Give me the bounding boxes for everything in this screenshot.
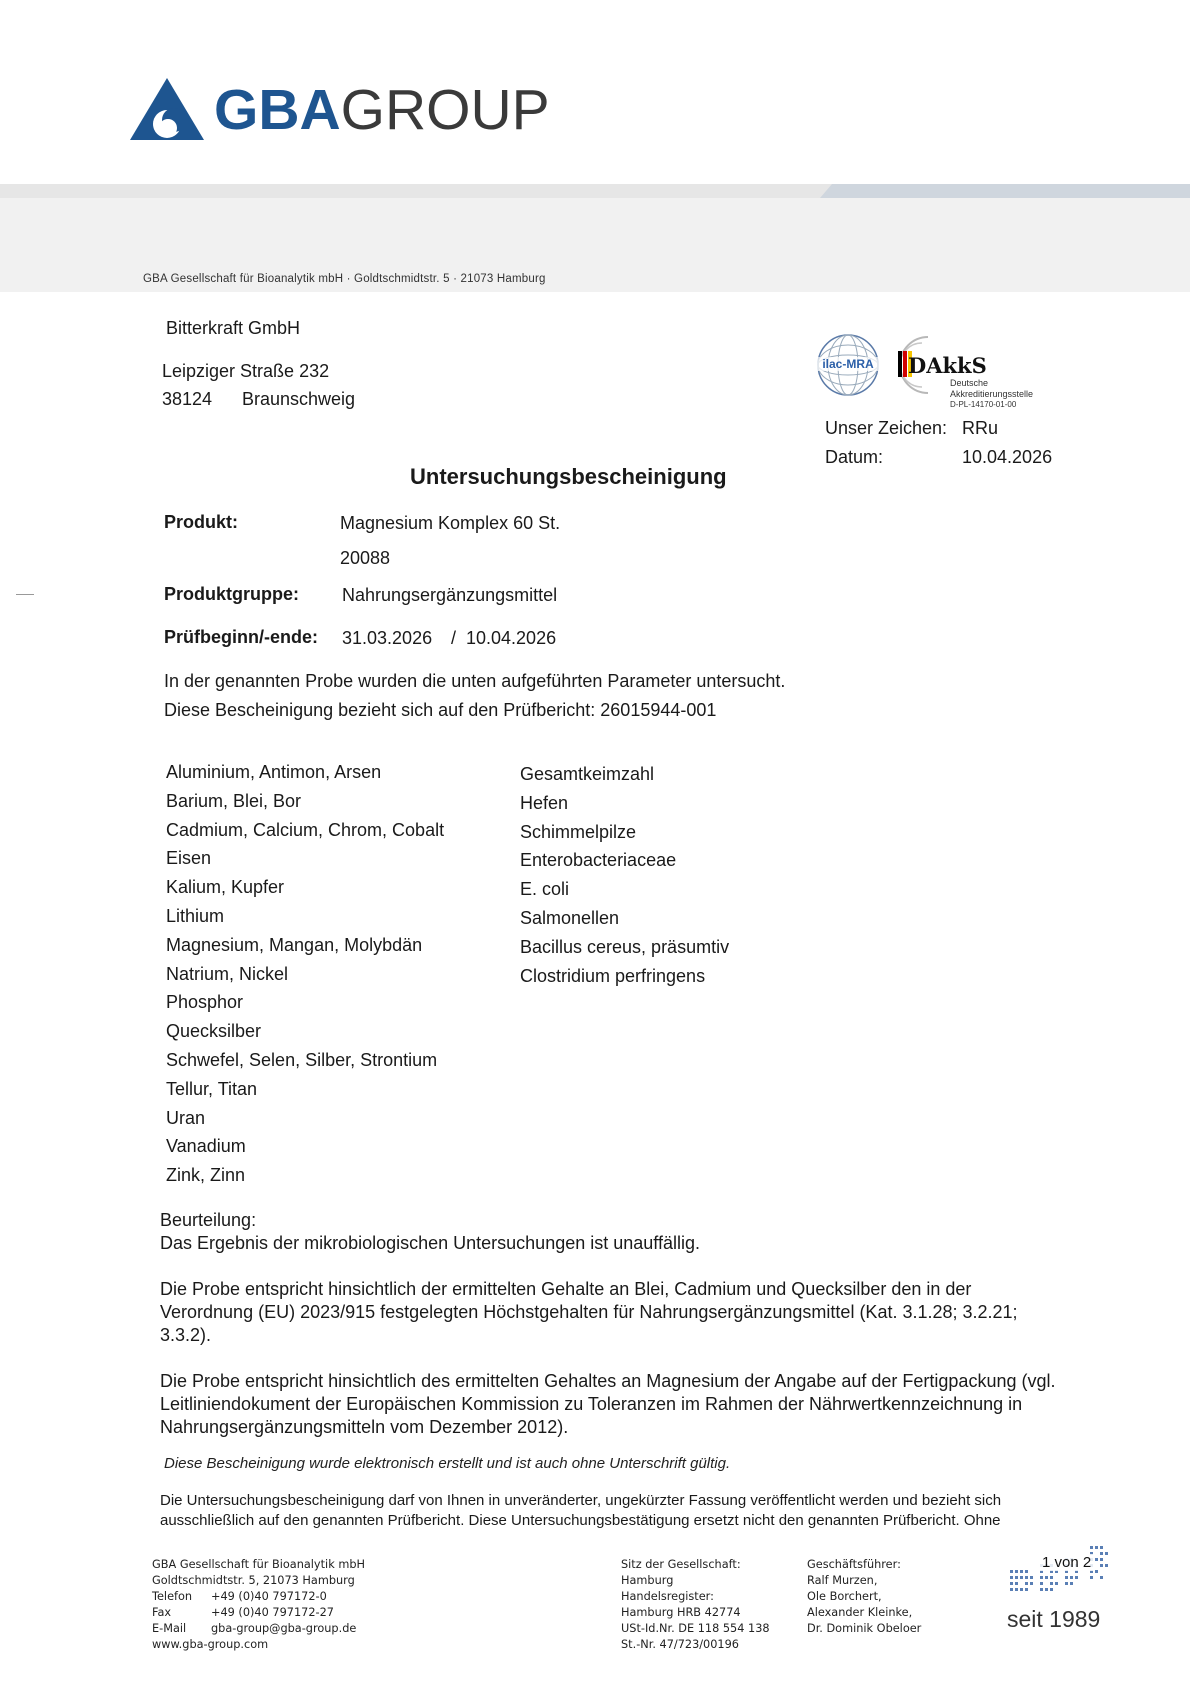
product-name: Magnesium Komplex 60 St.: [340, 513, 561, 533]
fold-mark: [16, 594, 34, 595]
disclaimer-line: Die Untersuchungsbescheinigung darf von Ihnen in unveränderter, ungekürzter Fassung veröffentlicht werden und bezieht sich: [160, 1492, 1002, 1509]
test-period-end: 10.04.2026: [466, 628, 557, 648]
assessment-label: Beurteilung:: [160, 1210, 257, 1230]
intro-line-2-prefix: Diese Bescheinigung bezieht sich auf den Prüfbericht:: [164, 700, 596, 720]
list-item: Uran: [166, 1108, 206, 1128]
dakks-line2: Akkreditierungsstelle: [950, 389, 1034, 399]
list-item: Clostridium perfringens: [520, 966, 706, 986]
list-item: Barium, Blei, Bor: [166, 791, 302, 811]
test-period-label: Prüfbeginn/-ende:: [164, 627, 318, 647]
footer-company: [152, 1557, 452, 1653]
footer-company-name: GBA Gesellschaft für Bioanalytik mbH: [152, 1558, 365, 1571]
list-item: Eisen: [166, 848, 212, 868]
ilac-mra-logo: [816, 333, 880, 397]
paragraph-line: Verordnung (EU) 2023/915 festgelegten Höchstgehalten für Nahrungsergänzungsmittel (Kat. 3.1.28; 3.2.21;: [160, 1302, 1018, 1322]
paragraph-line: Die Probe entspricht hinsichtlich der ermittelten Gehalte an Blei, Cadmium und Quecksilber den in der: [160, 1279, 972, 1299]
assessment-magnesium: [160, 1370, 1110, 1439]
ilac-label: ilac-MRA: [816, 357, 880, 371]
list-item: Aluminium, Antimon, Arsen: [166, 762, 382, 782]
list-item: Lithium: [166, 906, 225, 926]
reference-value-zeichen: RRu: [962, 418, 999, 438]
disclaimer-line: ausschließlich auf den genannten Prüfbericht. Diese Untersuchungsbestätigung ersetzt nicht den genannten Prüfbericht. Ohne: [160, 1512, 1001, 1529]
list-item: Hefen: [520, 793, 569, 813]
page-number: 1 von 2: [1042, 1554, 1092, 1571]
logo-brand-bold: GBA: [214, 78, 341, 142]
intro-line-1: In der genannten Probe wurden die unten aufgeführten Parameter untersucht.: [164, 671, 786, 691]
intro-line-2: [164, 700, 716, 721]
footer-contact-label: Telefon: [152, 1590, 193, 1603]
company-logo: [130, 74, 590, 146]
list-item: Schwefel, Selen, Silber, Strontium: [166, 1050, 438, 1070]
sender-line: GBA Gesellschaft für Bioanalytik mbH · Goldtschmidtstr. 5 · 21073 Hamburg: [143, 273, 546, 285]
list-item: Phosphor: [166, 992, 244, 1012]
anniversary-logo: [1004, 1542, 1114, 1634]
list-item: Quecksilber: [166, 1021, 262, 1041]
list-item: Natrium, Nickel: [166, 964, 289, 984]
footer-contact-label: E-Mail: [152, 1622, 187, 1635]
list-item: Tellur, Titan: [166, 1079, 258, 1099]
footer-line: Dr. Dominik Obeloer: [807, 1622, 922, 1635]
footer-company-address: Goldtschmidtstr. 5, 21073 Hamburg: [152, 1574, 355, 1587]
product-number: 20088: [340, 548, 391, 568]
list-item: Enterobacteriaceae: [520, 850, 677, 870]
paragraph-line: Die Probe entspricht hinsichtlich des ermittelten Gehaltes an Magnesium der Angabe auf der Fertigpackung (vgl.: [160, 1371, 1056, 1391]
list-item: Salmonellen: [520, 908, 620, 928]
since-label: seit 1989: [1007, 1606, 1101, 1632]
list-item: Cadmium, Calcium, Chrom, Cobalt: [166, 820, 445, 840]
footer-contact-fax: [152, 1605, 452, 1621]
list-item: E. coli: [520, 879, 570, 899]
test-period-start: 31.03.2026: [342, 628, 433, 648]
reference-value-datum: 10.04.2026: [962, 447, 1053, 467]
recipient-name: Bitterkraft GmbH: [166, 318, 301, 338]
dakks-logo: [888, 333, 1048, 411]
logo-brand-light: GROUP: [340, 78, 550, 142]
recipient-zip: 38124: [162, 389, 213, 409]
dotted-grid-icon: [1006, 1542, 1112, 1604]
product-label: Produkt:: [164, 512, 238, 532]
recipient-city: Braunschweig: [242, 389, 356, 409]
paragraph-line: Leitliniendokument der Europäischen Kommission zu Toleranzen im Rahmen der Nährwertkennzeichnung in: [160, 1394, 1023, 1414]
footer-seat: [621, 1557, 801, 1653]
list-item: Magnesium, Mangan, Molybdän: [166, 935, 423, 955]
footer-line: Ole Borchert,: [807, 1590, 882, 1603]
list-item: Bacillus cereus, präsumtiv: [520, 937, 730, 957]
footer-website[interactable]: www.gba-group.com: [152, 1638, 269, 1651]
footer-line: Ralf Murzen,: [807, 1574, 878, 1587]
footer-line: St.-Nr. 47/723/00196: [621, 1638, 739, 1651]
dakks-label: DAkkS: [908, 353, 987, 378]
footer-management: [807, 1557, 977, 1637]
product-group-label: Produktgruppe:: [164, 584, 299, 604]
header-band-accent: [820, 184, 1190, 198]
electronic-note: Diese Bescheinigung wurde elektronisch erstellt und ist auch ohne Unterschrift gültig.: [164, 1455, 731, 1472]
test-period-separator: /: [451, 628, 457, 648]
footer-line: Handelsregister:: [621, 1590, 714, 1603]
document-title: Untersuchungsbescheinigung: [410, 464, 727, 489]
gba-logo-mark-icon: [130, 78, 204, 142]
assessment-microbiology: Das Ergebnis der mikrobiologischen Untersuchungen ist unauffällig.: [160, 1233, 700, 1253]
footer-contact-phone: [152, 1589, 452, 1605]
assessment-heavy-metals: [160, 1278, 1110, 1347]
footer-contact-label: Fax: [152, 1606, 172, 1619]
paragraph-line: Nahrungsergänzungsmitteln vom Dezember 2012).: [160, 1417, 569, 1437]
dakks-line3: D-PL-14170-01-00: [950, 400, 1017, 409]
list-item: Schimmelpilze: [520, 822, 637, 842]
footer-line: Geschäftsführer:: [807, 1558, 901, 1571]
footer-contact-email: [152, 1621, 452, 1637]
footer-line: Alexander Kleinke,: [807, 1606, 913, 1619]
dakks-line1: Deutsche: [950, 378, 989, 388]
footer-contact-value[interactable]: gba-group@gba-group.de: [211, 1622, 357, 1635]
list-item: Gesamtkeimzahl: [520, 764, 655, 784]
list-item: Kalium, Kupfer: [166, 877, 285, 897]
list-item: Vanadium: [166, 1136, 246, 1156]
list-item: Zink, Zinn: [166, 1165, 246, 1185]
footer-contact-value: +49 (0)40 797172-27: [211, 1606, 334, 1619]
footer-contact-value: +49 (0)40 797172-0: [211, 1590, 327, 1603]
footer-line: USt-Id.Nr. DE 118 554 138: [621, 1622, 770, 1635]
paragraph-line: 3.3.2).: [160, 1325, 212, 1345]
footer-line: Hamburg: [621, 1574, 674, 1587]
disclaimer: [160, 1491, 1001, 1531]
report-number: 26015944-001: [600, 700, 717, 720]
reference-label-datum: Datum:: [825, 447, 884, 467]
product-group-value: Nahrungsergänzungsmittel: [342, 585, 558, 605]
reference-label-zeichen: Unser Zeichen:: [825, 418, 948, 438]
recipient-street: Leipziger Straße 232: [162, 361, 330, 381]
footer-line: Hamburg HRB 42774: [621, 1606, 741, 1619]
footer-line: Sitz der Gesellschaft:: [621, 1558, 741, 1571]
